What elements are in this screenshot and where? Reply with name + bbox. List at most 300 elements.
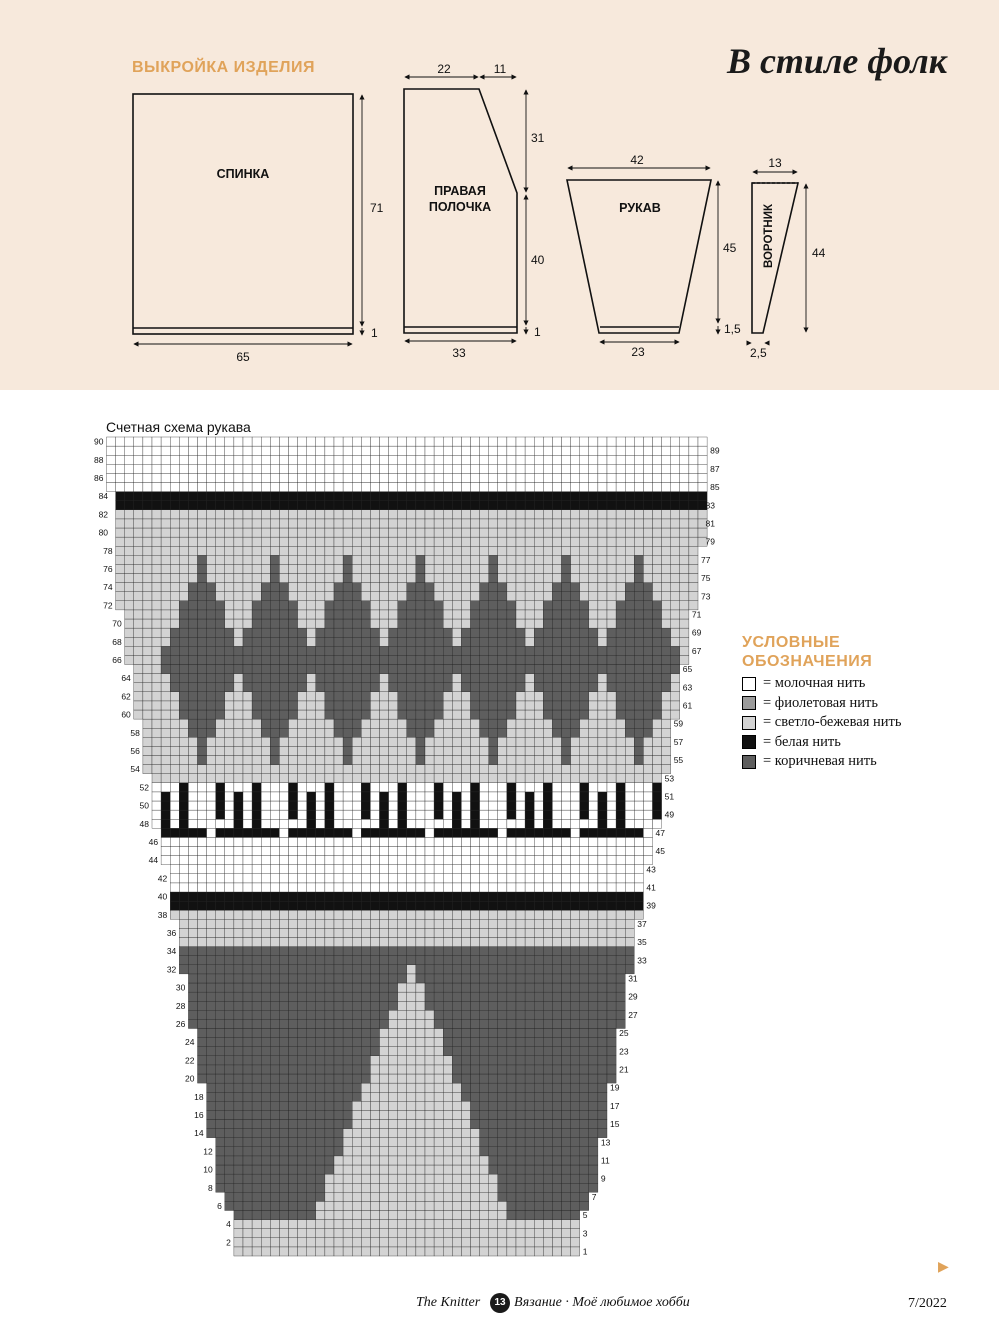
chart-cell [352, 928, 361, 937]
chart-cell [370, 1092, 379, 1101]
chart-cell [316, 928, 325, 937]
chart-cell [534, 792, 543, 801]
chart-cell [416, 783, 425, 792]
chart-cell [653, 464, 662, 473]
chart-cell [489, 1229, 498, 1238]
row-number: 40 [157, 891, 168, 902]
chart-cell [316, 965, 325, 974]
chart-cell [607, 464, 616, 473]
chart-cell [525, 564, 534, 573]
chart-cell [170, 546, 179, 555]
chart-cell [225, 1056, 234, 1065]
chart-cell [516, 574, 525, 583]
chart-cell [452, 1038, 461, 1047]
chart-cell [252, 801, 261, 810]
chart-cell [507, 756, 516, 765]
chart-cell [498, 728, 507, 737]
chart-cell [361, 655, 370, 664]
chart-cell [389, 983, 398, 992]
chart-cell [607, 947, 616, 956]
chart-cell [161, 828, 170, 837]
chart-cell [480, 774, 489, 783]
chart-cell [261, 692, 270, 701]
chart-cell [498, 510, 507, 519]
chart-cell [552, 655, 561, 664]
chart-cell [662, 692, 671, 701]
chart-cell [298, 1129, 307, 1138]
chart-cell [361, 537, 370, 546]
chart-cell [398, 774, 407, 783]
chart-cell [361, 464, 370, 473]
chart-cell [334, 819, 343, 828]
chart-cell [543, 473, 552, 482]
chart-cell [634, 610, 643, 619]
chart-cell [380, 537, 389, 546]
chart-cell [261, 646, 270, 655]
chart-cell [316, 910, 325, 919]
chart-cell [607, 1065, 616, 1074]
chart-cell [452, 1120, 461, 1129]
chart-cell [680, 555, 689, 564]
chart-cell [216, 746, 225, 755]
legend-title-1: УСЛОВНЫЕ [742, 634, 841, 651]
chart-cell [361, 992, 370, 1001]
chart-cell [589, 501, 598, 510]
chart-cell [225, 655, 234, 664]
chart-cell [525, 1156, 534, 1165]
chart-cell [207, 992, 216, 1001]
chart-cell [216, 1120, 225, 1129]
chart-cell [289, 555, 298, 564]
chart-cell [589, 956, 598, 965]
chart-cell [279, 828, 288, 837]
chart-cell [380, 992, 389, 1001]
chart-cell [534, 1229, 543, 1238]
chart-cell [434, 874, 443, 883]
chart-cell [316, 765, 325, 774]
chart-cell [370, 837, 379, 846]
row-number: 70 [112, 618, 122, 629]
chart-cell [279, 765, 288, 774]
chart-cell [416, 473, 425, 482]
chart-cell [352, 792, 361, 801]
chart-cell [316, 1001, 325, 1010]
chart-cell [243, 492, 252, 501]
chart-cell [552, 883, 561, 892]
chart-cell [198, 555, 207, 564]
chart-cell [543, 792, 552, 801]
chart-cell [616, 865, 625, 874]
chart-cell [543, 683, 552, 692]
chart-cell [188, 665, 197, 674]
chart-cell [261, 619, 270, 628]
chart-cell [334, 619, 343, 628]
chart-cell [598, 1056, 607, 1065]
chart-cell [616, 728, 625, 737]
chart-cell [380, 1147, 389, 1156]
chart-cell [134, 483, 143, 492]
chart-cell [307, 583, 316, 592]
chart-cell [671, 564, 680, 573]
chart-cell [234, 1220, 243, 1229]
chart-cell [370, 528, 379, 537]
chart-cell [680, 574, 689, 583]
chart-cell [343, 637, 352, 646]
chart-cell [407, 473, 416, 482]
chart-cell [279, 774, 288, 783]
chart-cell [198, 837, 207, 846]
chart-cell [125, 464, 134, 473]
chart-cell [507, 1047, 516, 1056]
chart-cell [589, 1038, 598, 1047]
chart-cell [370, 464, 379, 473]
chart-cell [261, 947, 270, 956]
chart-cell [316, 1229, 325, 1238]
chart-cell [289, 928, 298, 937]
chart-cell [343, 555, 352, 564]
chart-cell [289, 610, 298, 619]
chart-cell [571, 583, 580, 592]
chart-cell [461, 883, 470, 892]
chart-cell [571, 437, 580, 446]
chart-cell [207, 928, 216, 937]
chart-cell [243, 1129, 252, 1138]
chart-cell [343, 619, 352, 628]
chart-cell [298, 1029, 307, 1038]
chart-cell [307, 983, 316, 992]
chart-cell [298, 501, 307, 510]
chart-cell [480, 519, 489, 528]
chart-cell [434, 501, 443, 510]
chart-cell [361, 774, 370, 783]
chart-cell [161, 592, 170, 601]
chart-cell [489, 1192, 498, 1201]
chart-cell [489, 1165, 498, 1174]
chart-cell [225, 528, 234, 537]
chart-cell [361, 1074, 370, 1083]
chart-cell [698, 492, 707, 501]
chart-cell [289, 619, 298, 628]
row-number: 56 [130, 746, 140, 756]
chart-cell [534, 564, 543, 573]
chart-cell [634, 792, 643, 801]
chart-cell [370, 1056, 379, 1065]
row-number: 32 [166, 964, 177, 975]
chart-cell [543, 674, 552, 683]
chart-cell [562, 1029, 571, 1038]
chart-cell [552, 1229, 561, 1238]
chart-cell [589, 1129, 598, 1138]
chart-cell [188, 637, 197, 646]
chart-cell [552, 1165, 561, 1174]
chart-cell [489, 1038, 498, 1047]
chart-cell [252, 701, 261, 710]
chart-cell [298, 928, 307, 937]
chart-cell [134, 583, 143, 592]
chart-cell [680, 655, 689, 664]
chart-cell [562, 1092, 571, 1101]
chart-cell [452, 601, 461, 610]
row-number: 3 [582, 1228, 588, 1239]
chart-cell [307, 683, 316, 692]
chart-cell [289, 1001, 298, 1010]
chart-cell [598, 501, 607, 510]
chart-cell [261, 737, 270, 746]
chart-cell [334, 1247, 343, 1256]
chart-cell [562, 728, 571, 737]
chart-cell [398, 1038, 407, 1047]
chart-cell [389, 974, 398, 983]
chart-cell [289, 1083, 298, 1092]
chart-cell [170, 464, 179, 473]
chart-cell [188, 847, 197, 856]
chart-cell [516, 1238, 525, 1247]
chart-cell [343, 528, 352, 537]
chart-cell [580, 446, 589, 455]
chart-cell [325, 746, 334, 755]
chart-cell [370, 501, 379, 510]
chart-cell [525, 1238, 534, 1247]
chart-cell [416, 574, 425, 583]
chart-cell [289, 828, 298, 837]
chart-cell [416, 792, 425, 801]
chart-cell [607, 628, 616, 637]
chart-cell [234, 637, 243, 646]
chart-cell [480, 1056, 489, 1065]
chart-cell [616, 473, 625, 482]
chart-cell [261, 473, 270, 482]
chart-cell [471, 956, 480, 965]
chart-cell [325, 655, 334, 664]
chart-cell [680, 592, 689, 601]
chart-cell [198, 601, 207, 610]
chart-cell [352, 464, 361, 473]
chart-cell [616, 983, 625, 992]
chart-cell [261, 856, 270, 865]
chart-cell [452, 483, 461, 492]
chart-cell [407, 801, 416, 810]
chart-cell [571, 765, 580, 774]
chart-cell [625, 947, 634, 956]
chart-cell [671, 674, 680, 683]
chart-cell [452, 746, 461, 755]
chart-cell [261, 1192, 270, 1201]
chart-cell [170, 665, 179, 674]
chart-cell [207, 737, 216, 746]
chart-cell [380, 1047, 389, 1056]
chart-cell [361, 583, 370, 592]
chart-cell [589, 1056, 598, 1065]
chart-cell [143, 537, 152, 546]
chart-cell [380, 874, 389, 883]
chart-cell [643, 728, 652, 737]
chart-cell [407, 746, 416, 755]
chart-cell [343, 501, 352, 510]
chart-cell [571, 546, 580, 555]
chart-cell [143, 637, 152, 646]
chart-cell [616, 801, 625, 810]
chart-cell [516, 473, 525, 482]
chart-cell [252, 737, 261, 746]
chart-cell [225, 974, 234, 983]
chart-cell [471, 555, 480, 564]
chart-cell [580, 437, 589, 446]
chart-cell [225, 1074, 234, 1083]
chart-cell [334, 1138, 343, 1147]
row-number: 71 [691, 609, 702, 620]
chart-cell [343, 583, 352, 592]
chart-cell [634, 692, 643, 701]
chart-cell [589, 492, 598, 501]
chart-cell [179, 928, 188, 937]
chart-cell [543, 1038, 552, 1047]
chart-cell [380, 865, 389, 874]
chart-cell [489, 710, 498, 719]
chart-cell [361, 1147, 370, 1156]
chart-cell [562, 1074, 571, 1083]
chart-cell [270, 1038, 279, 1047]
chart-cell [289, 837, 298, 846]
chart-cell [580, 1001, 589, 1010]
chart-cell [198, 847, 207, 856]
chart-cell [380, 1001, 389, 1010]
chart-cell [134, 455, 143, 464]
chart-cell [116, 483, 125, 492]
chart-cell [307, 901, 316, 910]
chart-cell [552, 446, 561, 455]
chart-cell [389, 574, 398, 583]
chart-cell [370, 483, 379, 492]
chart-cell [352, 892, 361, 901]
chart-cell [616, 510, 625, 519]
chart-cell [380, 1065, 389, 1074]
chart-cell [289, 437, 298, 446]
chart-cell [507, 892, 516, 901]
chart-cell [188, 437, 197, 446]
chart-cell [461, 583, 470, 592]
chart-cell [516, 1110, 525, 1119]
chart-cell [625, 683, 634, 692]
chart-cell [261, 701, 270, 710]
row-number: 72 [103, 600, 113, 611]
chart-cell [480, 1156, 489, 1165]
chart-cell [188, 774, 197, 783]
chart-cell [270, 1056, 279, 1065]
chart-cell [298, 792, 307, 801]
chart-cell [298, 756, 307, 765]
chart-cell [225, 1110, 234, 1119]
chart-cell [352, 856, 361, 865]
chart-cell [516, 737, 525, 746]
chart-cell [225, 592, 234, 601]
chart-cell [234, 592, 243, 601]
chart-cell [516, 1229, 525, 1238]
chart-cell [298, 492, 307, 501]
chart-cell [389, 765, 398, 774]
chart-cell [516, 883, 525, 892]
chart-cell [525, 592, 534, 601]
chart-cell [507, 655, 516, 664]
chart-cell [443, 856, 452, 865]
chart-cell [298, 983, 307, 992]
chart-cell [452, 1220, 461, 1229]
chart-cell [352, 510, 361, 519]
chart-cell [389, 1029, 398, 1038]
chart-cell [198, 819, 207, 828]
chart-cell [125, 610, 134, 619]
chart-cell [598, 1065, 607, 1074]
chart-cell [562, 701, 571, 710]
chart-cell [307, 1074, 316, 1083]
chart-cell [562, 665, 571, 674]
chart-cell [279, 1138, 288, 1147]
chart-cell [534, 628, 543, 637]
chart-cell [289, 1092, 298, 1101]
chart-cell [498, 965, 507, 974]
chart-cell [571, 828, 580, 837]
chart-cell [134, 510, 143, 519]
chart-cell [534, 1010, 543, 1019]
chart-cell [188, 655, 197, 664]
chart-cell [489, 1201, 498, 1210]
chart-cell [625, 728, 634, 737]
chart-cell [398, 1156, 407, 1165]
chart-cell [380, 901, 389, 910]
chart-cell [243, 1092, 252, 1101]
chart-cell [325, 601, 334, 610]
chart-cell [134, 492, 143, 501]
chart-cell [207, 1101, 216, 1110]
chart-cell [243, 1047, 252, 1056]
chart-cell [261, 1038, 270, 1047]
chart-cell [443, 592, 452, 601]
chart-cell [334, 601, 343, 610]
chart-cell [207, 1056, 216, 1065]
chart-cell [534, 910, 543, 919]
chart-cell [370, 1238, 379, 1247]
chart-cell [616, 928, 625, 937]
chart-cell [471, 719, 480, 728]
row-number: 88 [94, 454, 104, 465]
chart-cell [216, 683, 225, 692]
chart-cell [343, 847, 352, 856]
chart-cell [334, 583, 343, 592]
chart-cell [562, 910, 571, 919]
chart-cell [152, 637, 161, 646]
next-page-icon[interactable]: ▶ [938, 1258, 949, 1274]
chart-cell [125, 619, 134, 628]
chart-cell [498, 492, 507, 501]
chart-cell [662, 546, 671, 555]
chart-cell [380, 983, 389, 992]
chart-cell [125, 555, 134, 564]
chart-cell [289, 601, 298, 610]
chart-cell [489, 437, 498, 446]
chart-cell [361, 1010, 370, 1019]
chart-cell [443, 1074, 452, 1083]
chart-cell [471, 583, 480, 592]
chart-cell [334, 1056, 343, 1065]
chart-cell [188, 492, 197, 501]
chart-cell [316, 492, 325, 501]
chart-cell [425, 501, 434, 510]
chart-cell [234, 1083, 243, 1092]
chart-cell [234, 1247, 243, 1256]
chart-cell [443, 455, 452, 464]
chart-cell [370, 1174, 379, 1183]
chart-cell [261, 492, 270, 501]
chart-cell [680, 610, 689, 619]
